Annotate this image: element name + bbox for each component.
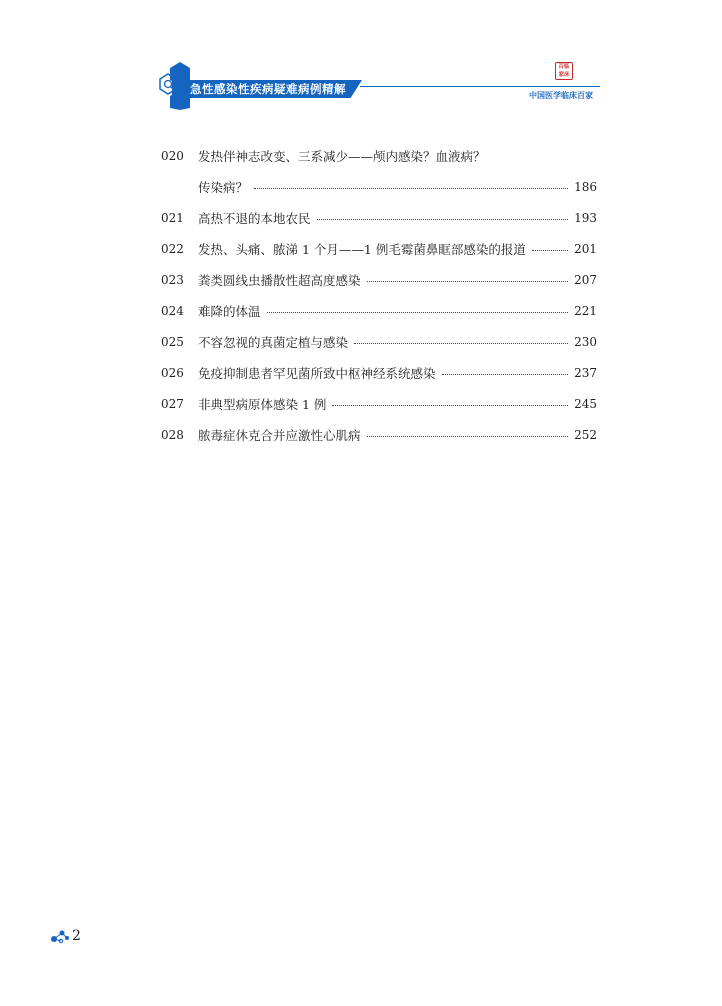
toc-entry-page: 237: [574, 365, 597, 380]
toc-leader-dots: [367, 280, 569, 282]
toc-entry-title: 脓毒症休克合并应激性心肌病: [198, 427, 361, 443]
toc-entry-title: 发热、头痛、脓涕 1 个月——1 例毛霉菌鼻眶部感染的报道: [198, 241, 526, 257]
toc-entry-title: 粪类圆线虫播散性超高度感染: [198, 272, 361, 288]
toc-entry[interactable]: [161, 233, 597, 264]
toc-entry-title: 不容忽视的真菌定植与感染: [198, 334, 349, 350]
toc-entry[interactable]: [161, 295, 597, 326]
toc-leader-dots: [317, 218, 569, 220]
page-header: [0, 0, 722, 120]
toc-entry-page: 193: [574, 210, 597, 225]
toc-entry-number: 028: [161, 427, 184, 442]
toc-leader-dots: [367, 435, 569, 437]
page-number: 2: [72, 928, 81, 944]
molecule-icon: [50, 927, 70, 945]
toc-entry-number: 022: [161, 241, 184, 256]
toc-entry[interactable]: [161, 388, 597, 419]
table-of-contents: [161, 140, 597, 450]
toc-leader-dots: [332, 404, 568, 406]
toc-entry-number: 026: [161, 365, 184, 380]
toc-entry[interactable]: [161, 326, 597, 357]
series-name: 中国医学临床百家: [529, 91, 593, 100]
toc-entry-page: 245: [574, 396, 597, 411]
toc-entry-page: 230: [574, 334, 597, 349]
toc-entry-title: 高热不退的本地农民: [198, 210, 311, 226]
toc-entry-title: 难降的体温: [198, 303, 261, 319]
toc-entry-page: 201: [574, 241, 597, 256]
toc-entry-number: 027: [161, 396, 184, 411]
book-title: 急性感染性疾病疑难病例精解: [190, 82, 346, 96]
toc-entry-title: 发热伴神志改变、三系减少——颅内感染？血液病？: [198, 148, 486, 164]
toc-entry-title: 传染病？: [198, 179, 249, 195]
toc-entry[interactable]: [161, 140, 597, 171]
toc-entry-page: 186: [574, 179, 597, 194]
toc-leader-dots: [254, 187, 568, 189]
page-footer: [50, 926, 81, 946]
toc-entry-number: 024: [161, 303, 184, 318]
toc-leader-dots: [267, 311, 569, 313]
toc-entry[interactable]: [161, 264, 597, 295]
toc-entry-page: 252: [574, 427, 597, 442]
toc-leader-dots: [532, 249, 568, 251]
seal-stamp: 百临 家床: [555, 62, 573, 80]
toc-entry-title: 免疫抑制患者罕见菌所致中枢神经系统感染: [198, 365, 436, 381]
toc-entry-number: 025: [161, 334, 184, 349]
toc-entry-title: 非典型病原体感染 1 例: [198, 396, 327, 412]
toc-entry[interactable]: [161, 171, 597, 202]
toc-entry[interactable]: [161, 419, 597, 450]
toc-entry-page: 207: [574, 272, 597, 287]
toc-entry-number: 023: [161, 272, 184, 287]
toc-leader-dots: [354, 342, 568, 344]
header-rule: [360, 86, 600, 87]
toc-entry[interactable]: [161, 202, 597, 233]
toc-leader-dots: [442, 373, 569, 375]
toc-entry-page: 221: [574, 303, 597, 318]
toc-entry-number: 020: [161, 148, 184, 163]
toc-entry[interactable]: [161, 357, 597, 388]
toc-entry-number: 021: [161, 210, 184, 225]
